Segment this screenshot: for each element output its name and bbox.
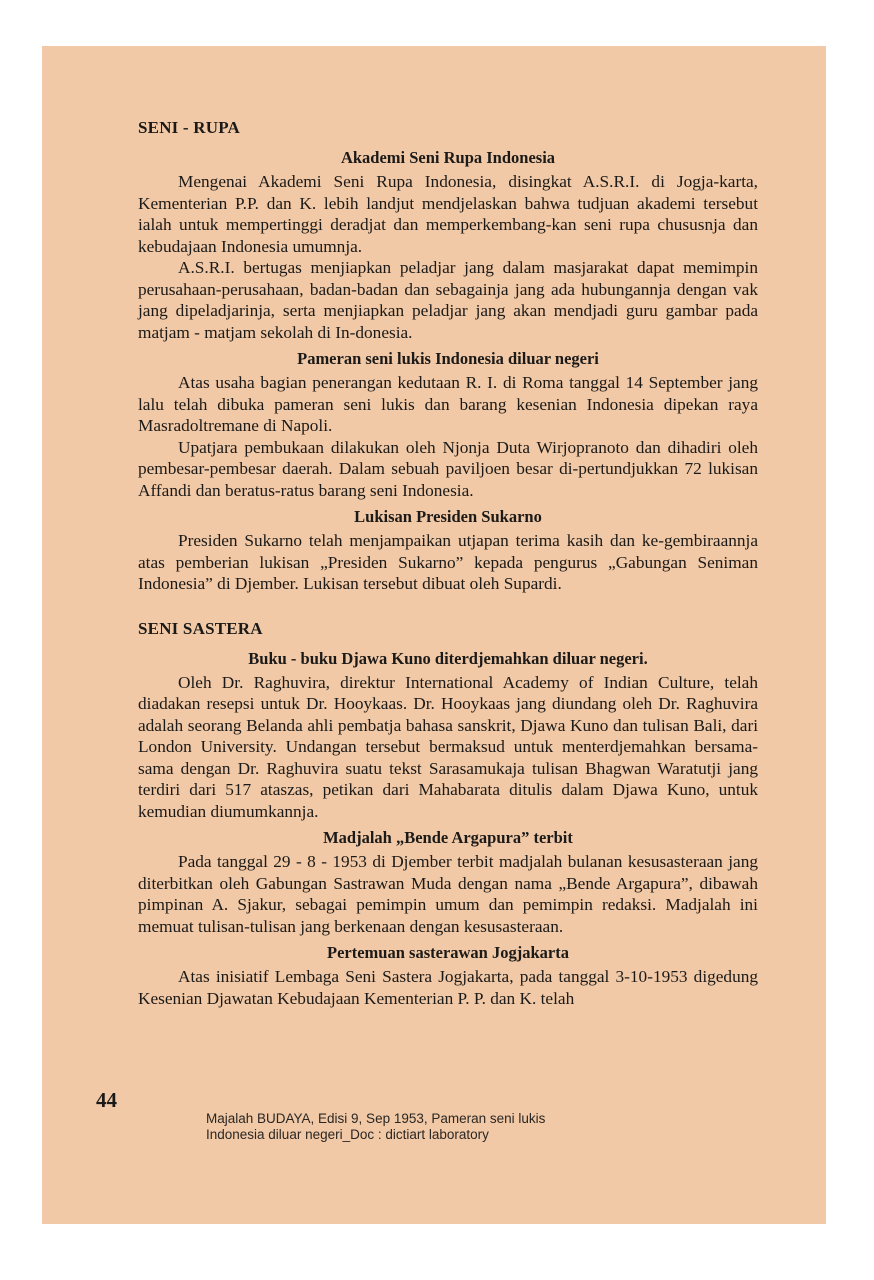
article-paragraph: Mengenai Akademi Seni Rupa Indonesia, disingkat A.S.R.I. di Jogja-karta, Kementerian P.P. dan K. lebih landjut mendjelaskan bahwa tudjuan akademi tersebut ialah untuk mempertinggi deradjat dan memperkembang-kan seni rupa chususnja dan kebudajaan Indonesia umumnja. <box>138 172 758 256</box>
caption-line-1: Majalah BUDAYA, Edisi 9, Sep 1953, Pameran seni lukis <box>206 1111 546 1126</box>
source-caption <box>206 1111 626 1143</box>
article-paragraph: Pada tanggal 29 - 8 - 1953 di Djember terbit madjalah bulanan kesusasteraan jang diterbitkan oleh Gabungan Sastrawan Muda dengan nama „Bende Argapura”, dibawah pimpinan A. Sjakur, sebagai pemimpin umum dan pemimpin redaksi. Madjalah ini memuat tulisan-tulisan jang berkenaan dengan kesusasteraan. <box>138 852 758 936</box>
page-number: 44 <box>96 1088 117 1112</box>
article-paragraph: Atas usaha bagian penerangan kedutaan R. I. di Roma tanggal 14 September jang lalu telah dibuka pameran seni lukis dan barang kesenian Indonesia dipekan raya Masradoltremane di Napoli. <box>138 373 758 435</box>
page-content <box>138 118 758 1009</box>
article-title-lukisan-presiden: Lukisan Presiden Sukarno <box>354 507 542 526</box>
article-paragraph: A.S.R.I. bertugas menjiapkan peladjar jang dalam masjarakat dapat memimpin perusahaan-perusahaan, badan-badan dan sebagainja jang ada hubungannja dengan vak jang dipeladjarinja, serta menjiapkan peladjar jang akan mendjadi guru gambar pada matjam - matjam sekolah di In-donesia. <box>138 258 758 342</box>
section-heading-seni-rupa: SENI - RUPA <box>138 118 241 137</box>
article-paragraph: Oleh Dr. Raghuvira, direktur International Academy of Indian Culture, telah diadakan resepsi untuk Dr. Hooykaas. Dr. Hooykaas jang diundang oleh Dr. Raghuvira adalah seorang Belanda ahli pembatja bahasa sanskrit, Djawa Kuno dan tulisan Bali, dari London University. Undangan tersebut bermaksud untuk menterdjemahkan bersama-sama dengan Dr. Raghuvira suatu tekst Sarasamukaja tulisan Bhagwan Waratutji jang terdiri dari 517 ataszas, petikan dari Mahabarata ditulis dalam Djawa Kuno, untuk kemudian diumumkannja. <box>138 672 758 821</box>
article-paragraph: Atas inisiatif Lembaga Seni Sastera Jogjakarta, pada tanggal 3-10-1953 digedung Kesenian Djawatan Kebudajaan Kementerian P. P. dan K. telah <box>138 967 758 1008</box>
caption-line-2: Indonesia diluar negeri_Doc : dictiart laboratory <box>206 1127 489 1142</box>
article-title-pertemuan-sasterawan: Pertemuan sasterawan Jogjakarta <box>327 943 569 962</box>
article-paragraph: Upatjara pembukaan dilakukan oleh Njonja Duta Wirjopranoto dan dihadiri oleh pembesar-pembesar daerah. Dalam sebuah paviljoen besar di-pertundjukkan 72 lukisan Affandi dan beratus-ratus barang seni Indonesia. <box>138 437 758 500</box>
scanned-page <box>42 46 826 1224</box>
article-title-akademi: Akademi Seni Rupa Indonesia <box>340 148 556 167</box>
section-heading-seni-sastera: SENI SASTERA <box>138 618 263 638</box>
article-title-pameran: Pameran seni lukis Indonesia diluar negeri <box>297 349 599 368</box>
article-paragraph: Presiden Sukarno telah menjampaikan utjapan terima kasih dan ke-gembiraannja atas pemberian lukisan „Presiden Sukarno” kepada pengurus „Gabungan Seniman Indonesia” di Djember. Lukisan tersebut dibuat oleh Supardi. <box>138 531 758 593</box>
article-title-buku-djawa-kuno: Buku - buku Djawa Kuno diterdjemahkan diluar negeri. <box>248 648 648 668</box>
article-title-bende-argapura: Madjalah „Bende Argapura” terbit <box>323 828 573 847</box>
